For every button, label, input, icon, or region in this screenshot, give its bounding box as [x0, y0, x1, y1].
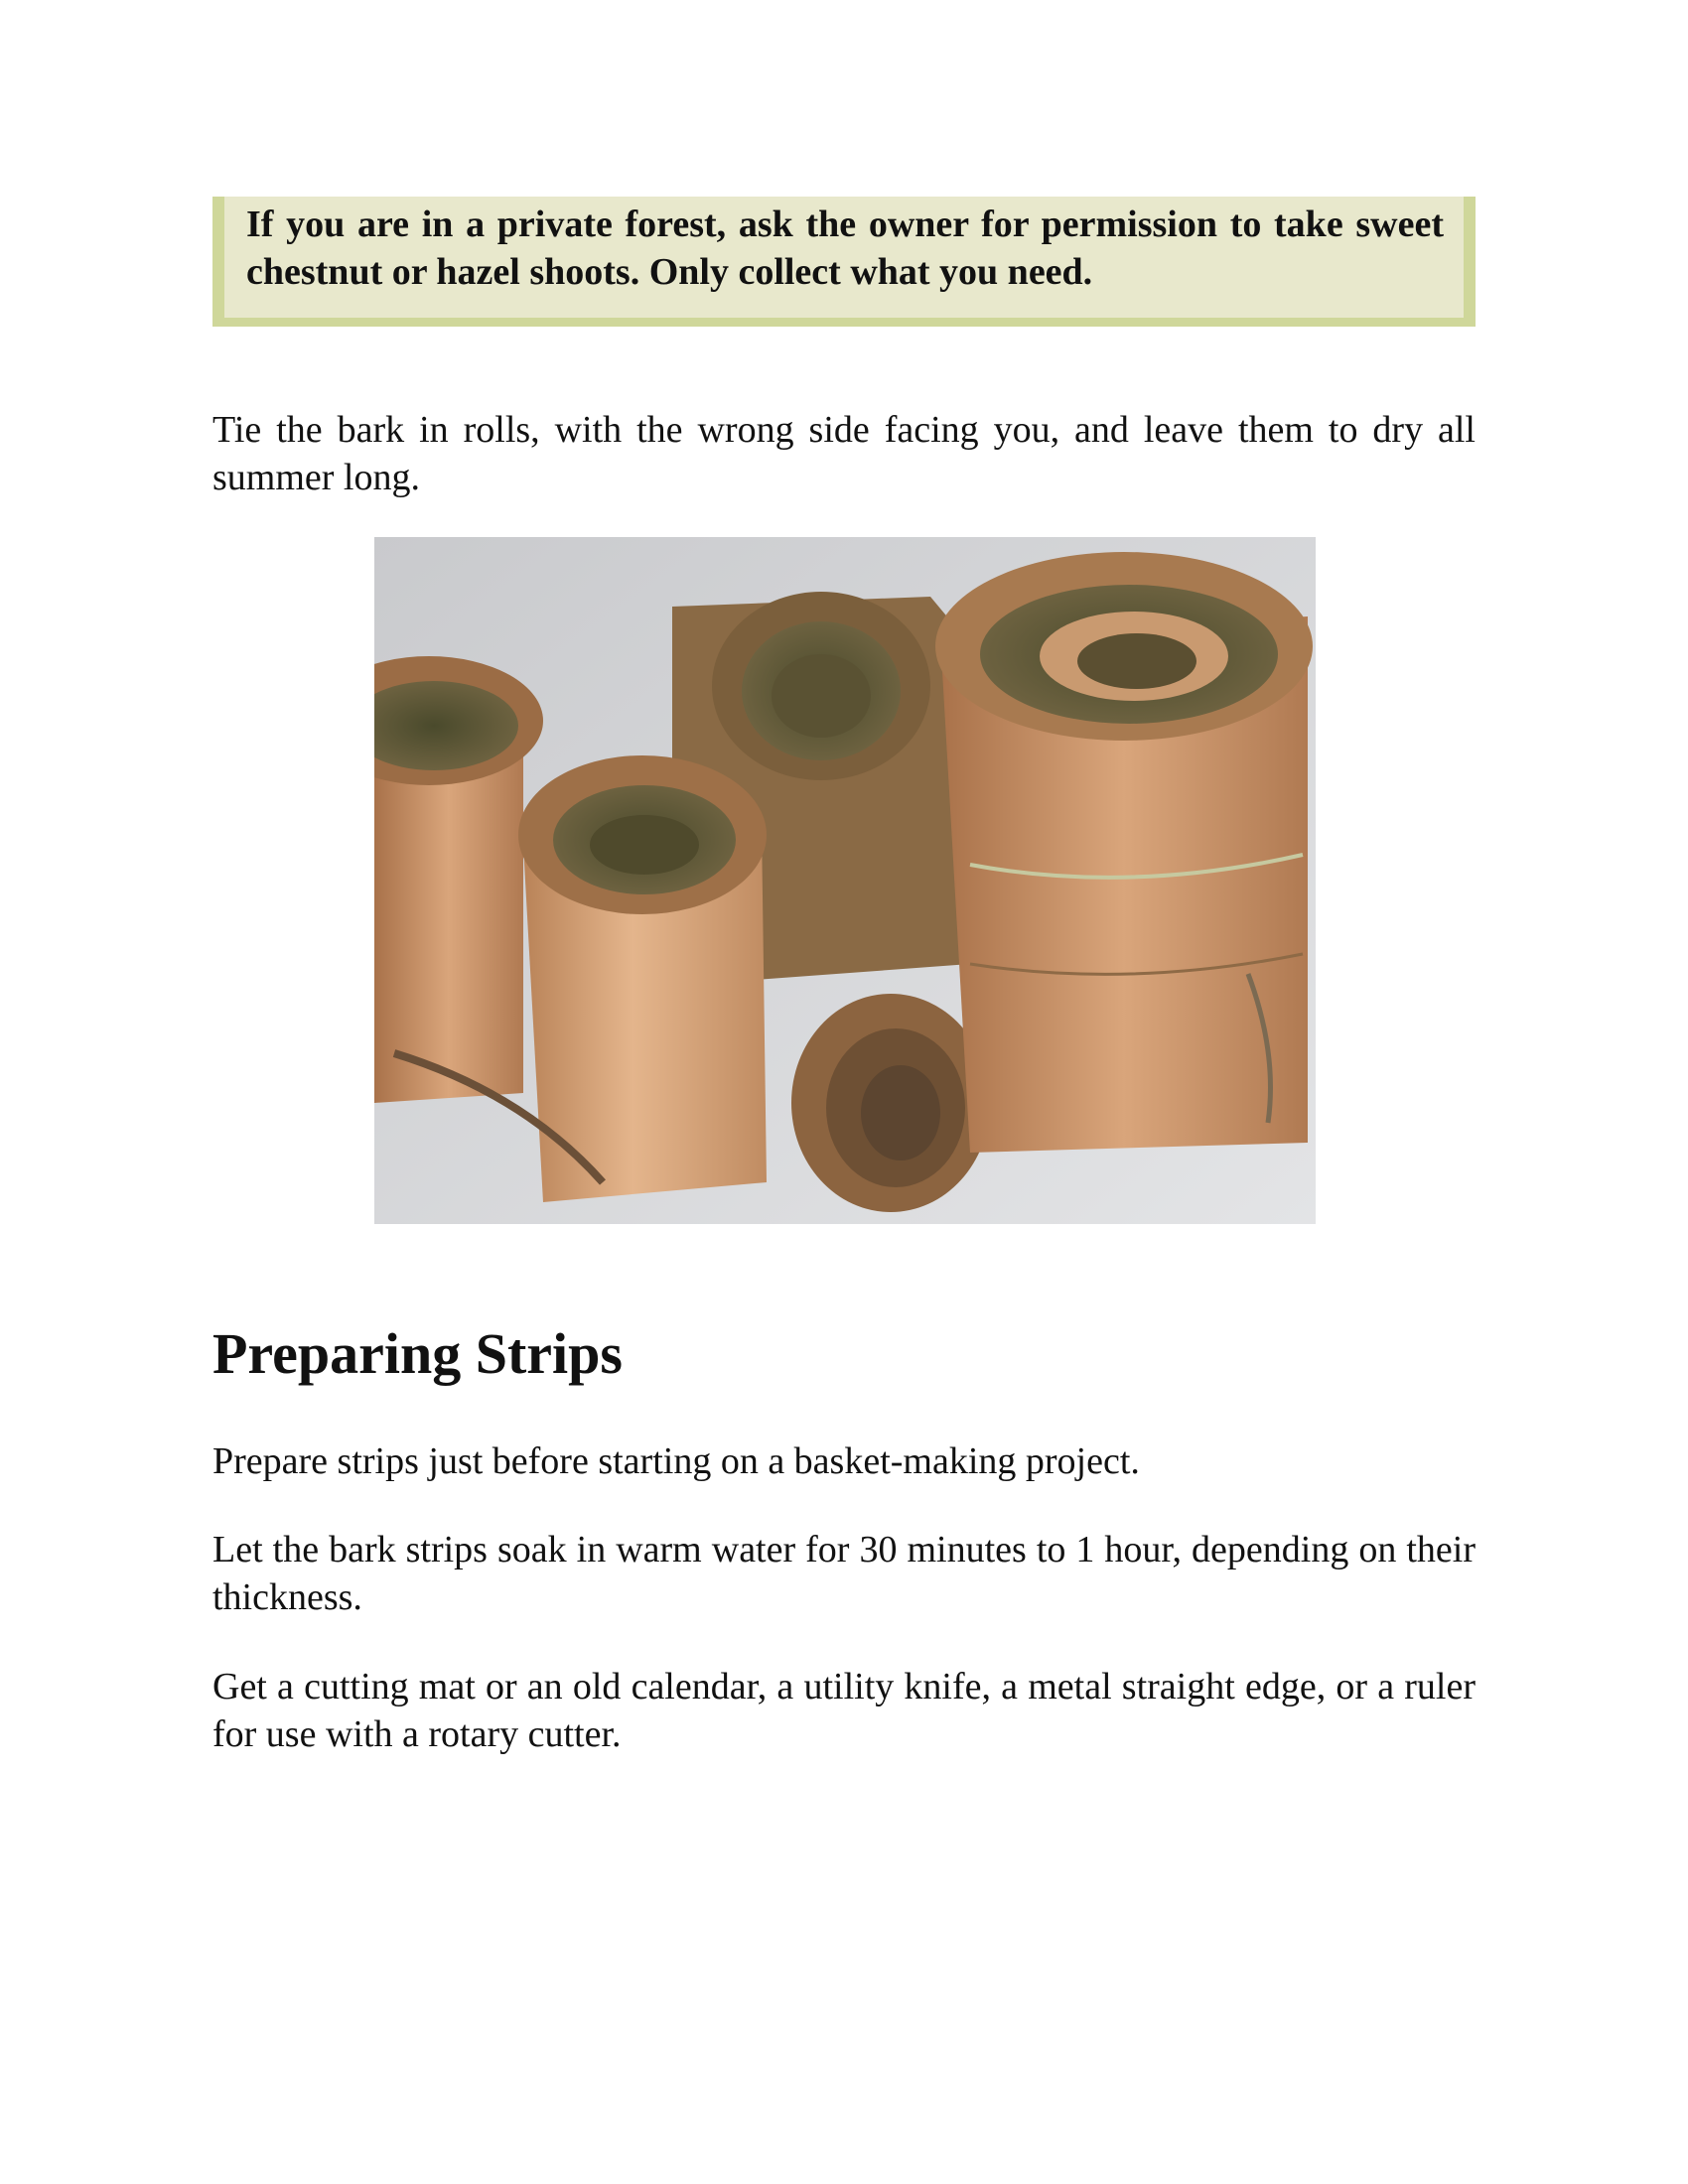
section-heading: Preparing Strips	[212, 1321, 623, 1386]
bark-rolls-photo	[374, 537, 1316, 1224]
drying-instructions-paragraph: Tie the bark in rolls, with the wrong side facing you, and leave them to dry all summer long.	[212, 409, 1476, 498]
permission-callout-box	[212, 197, 1476, 327]
permission-callout-text: If you are in a private forest, ask the owner for permission to take sweet chestnut or hazel shoots. Only collect what you need.	[246, 204, 1444, 293]
tools-paragraph: Get a cutting mat or an old calendar, a utility knife, a metal straight edge, or a ruler for use with a rotary cutter.	[212, 1666, 1476, 1755]
prepare-timing-paragraph: Prepare strips just before starting on a basket-making project.	[212, 1440, 1140, 1482]
soaking-paragraph: Let the bark strips soak in warm water for 30 minutes to 1 hour, depending on their thickness.	[212, 1529, 1476, 1618]
